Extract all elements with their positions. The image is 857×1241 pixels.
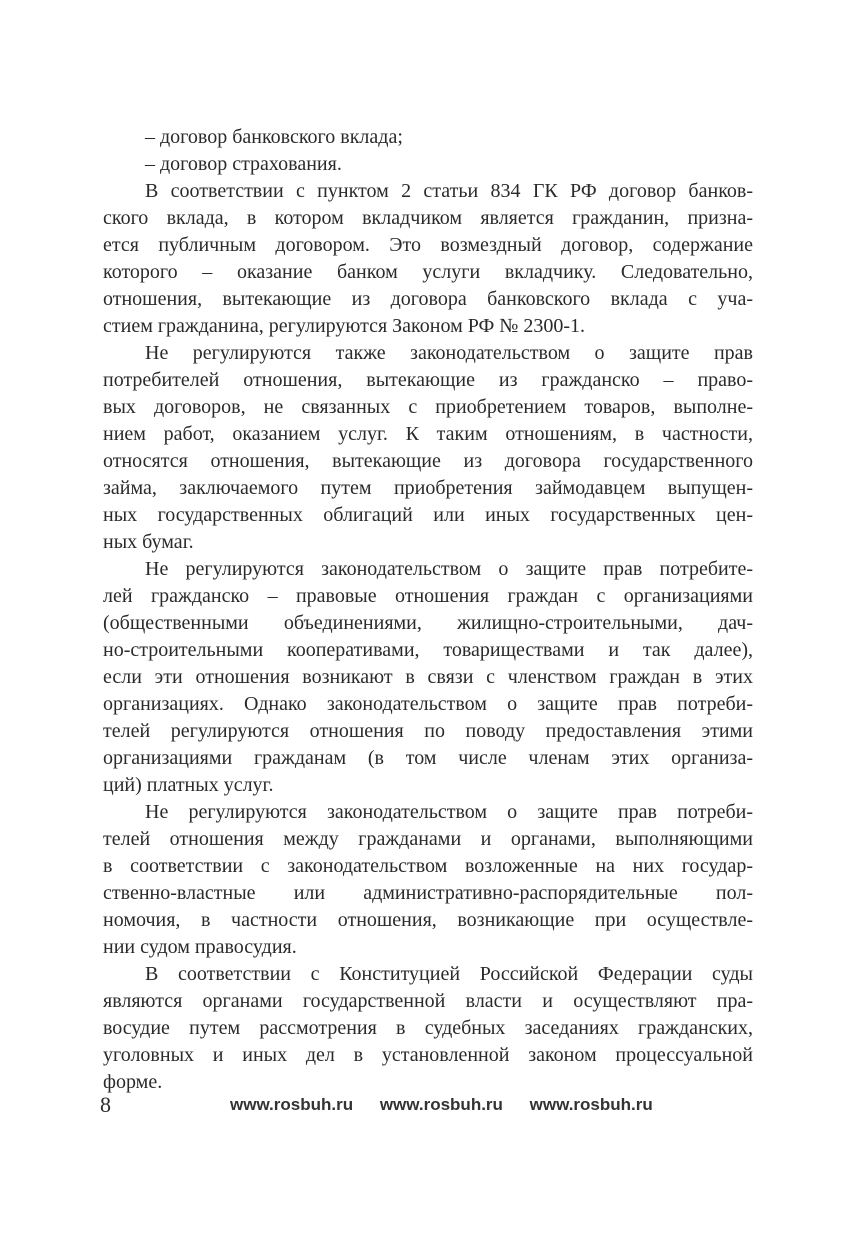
text-line: ственно-властные или административно-распорядительные пол- [103,882,753,904]
footer-url[interactable]: www.rosbuh.ru [379,1095,503,1114]
text-line: относятся отношения, вытекающие из договора государственного [103,450,753,472]
text-line: ется публичным договором. Это возмездный договор, содержание [103,234,753,256]
footer-urls [230,1095,675,1115]
text-line: нием работ, оказанием услуг. К таким отношениям, в частности, [103,423,753,445]
text-line: займа, заключаемого путем приобретения займодавцем выпущен- [103,477,753,499]
text-line: ций) платных услуг. [103,774,274,796]
page-body [103,124,753,1096]
text-line: которого – оказание банком услуги вкладчику. Следовательно, [103,261,753,283]
text-line: восудие путем рассмотрения в судебных заседаниях гражданских, [103,1017,753,1039]
text-line: Не регулируются законодательством о защите прав потребите- [145,558,753,580]
text-line: – договор страхования. [145,153,342,175]
text-line: но-строительными кооперативами, товариществами и так далее), [103,639,753,661]
text-line: – договор банковского вклада; [145,126,403,148]
text-line: Не регулируются также законодательством о защите прав [145,342,753,364]
text-line: если эти отношения возникают в связи с членством граждан в этих [103,666,753,688]
text-line: ных государственных облигаций или иных государственных цен- [103,504,753,526]
text-line: организациях. Однако законодательством о защите прав потреби- [103,693,753,715]
text-line: (общественными объединениями, жилищно-строительными, дач- [103,612,753,634]
text-line: ского вклада, в котором вкладчиком является гражданин, призна- [103,207,753,229]
text-line: В соответствии с пунктом 2 статьи 834 ГК РФ договор банков- [145,180,753,202]
text-line: номочия, в частности отношения, возникающие при осуществле- [103,909,753,931]
text-line: нии судом правосудия. [103,936,297,958]
text-line: В соответствии с Конституцией Российской Федерации суды [145,963,753,985]
text-line: телей отношения между гражданами и органами, выполняющими [103,828,753,850]
text-line: в соответствии с законодательством возложенные на них государ- [103,855,753,877]
text-line: уголовных и иных дел в установленной законом процессуальной [103,1044,753,1066]
page-footer [100,1092,760,1120]
text-line: ных бумаг. [103,531,194,553]
text-line: отношения, вытекающие из договора банковского вклада с уча- [103,288,753,310]
text-line: форме. [103,1071,163,1093]
text-line: организациями гражданам (в том числе членам этих организа- [103,747,753,769]
text-line: Не регулируются законодательством о защите прав потреби- [145,801,753,823]
text-line: являются органами государственной власти и осуществляют пра- [103,990,753,1012]
text-line: стием гражданина, регулируются Законом РФ № 2300-1. [103,315,586,337]
text-line: вых договоров, не связанных с приобретением товаров, выполне- [103,396,753,418]
page-number: 8 [100,1092,111,1117]
footer-url[interactable]: www.rosbuh.ru [230,1095,354,1114]
footer-url[interactable]: www.rosbuh.ru [529,1095,653,1114]
text-line: потребителей отношения, вытекающие из гражданско – право- [103,369,753,391]
text-line: телей регулируются отношения по поводу предоставления этими [103,720,753,742]
text-line: лей гражданско – правовые отношения граждан с организациями [103,585,753,607]
